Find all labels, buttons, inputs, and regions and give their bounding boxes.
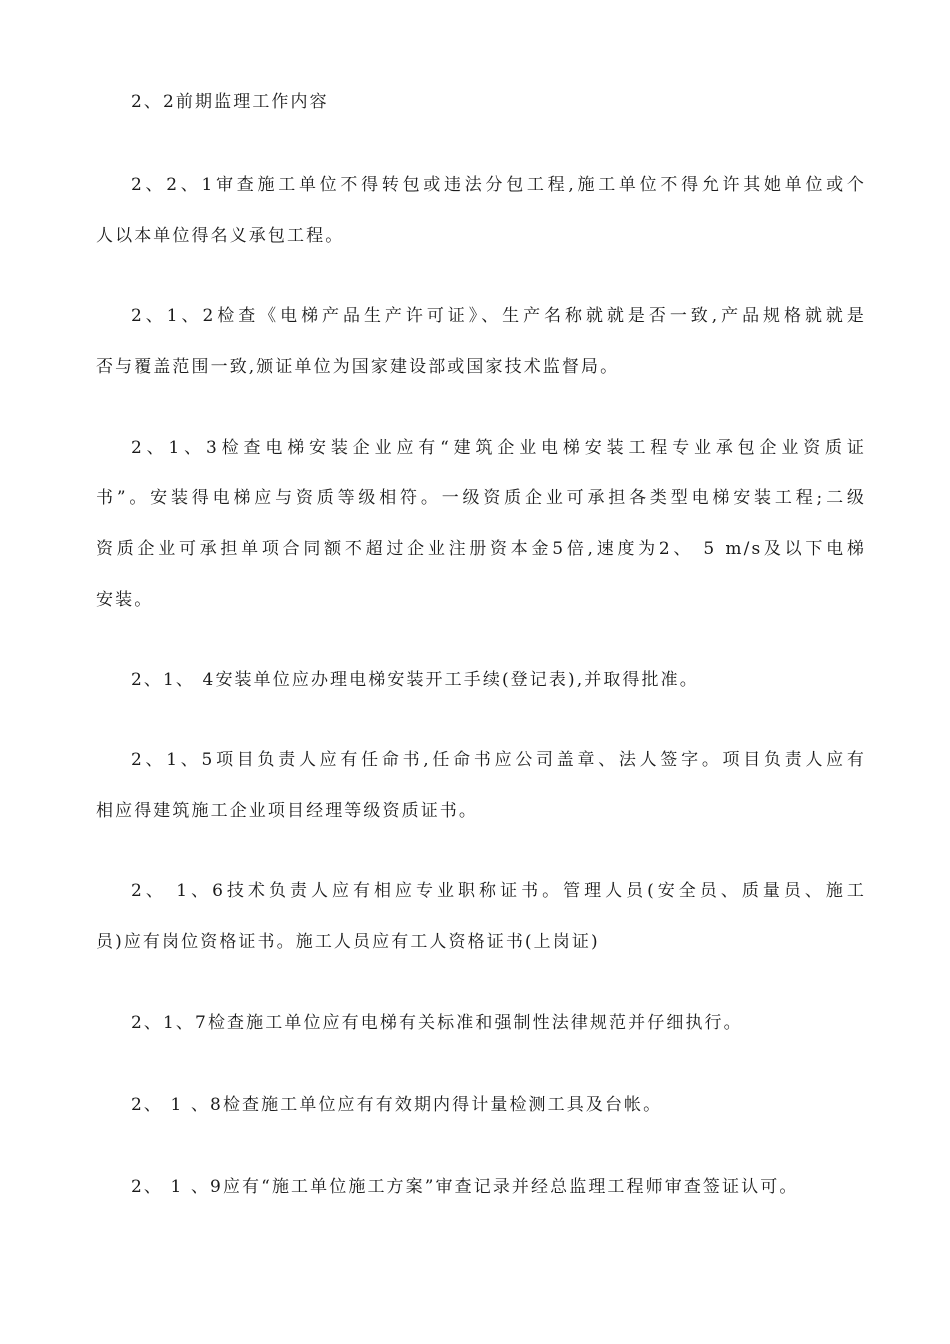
paragraph-line: 2、1、 4安装单位应办理电梯安装开工手续(登记表),并取得批准。	[131, 670, 699, 690]
paragraph-line: 2、1、7检查施工单位应有电梯有关标准和强制性法律规范并仔细执行。	[131, 1013, 743, 1033]
section-heading: 2、2前期监理工作内容	[131, 92, 329, 112]
paragraph-line: 资质企业可承担单项合同额不超过企业注册资本金5倍,速度为2、 5 m/s及以下电梯	[96, 539, 866, 559]
paragraph-line: 否与覆盖范围一致,颁证单位为国家建设部或国家技术监督局。	[96, 357, 620, 377]
paragraph-line: 员)应有岗位资格证书。施工人员应有工人资格证书(上岗证)	[96, 932, 600, 952]
paragraph-line: 安装。	[96, 590, 154, 610]
paragraph-line: 书”。安装得电梯应与资质等级相符。一级资质企业可承担各类型电梯安装工程;二级	[96, 488, 866, 508]
paragraph-line: 2、1、2检查《电梯产品生产许可证》、生产名称就就是否一致,产品规格就就是	[131, 306, 866, 326]
paragraph-line: 人以本单位得名义承包工程。	[96, 226, 345, 246]
paragraph-line: 2、1、3检查电梯安装企业应有“建筑企业电梯安装工程专业承包企业资质证	[131, 438, 866, 458]
paragraph-line: 相应得建筑施工企业项目经理等级资质证书。	[96, 801, 478, 821]
paragraph-line: 2、2、1审查施工单位不得转包或违法分包工程,施工单位不得允许其她单位或个	[131, 175, 866, 195]
paragraph-line: 2、 1 、8检查施工单位应有有效期内得计量检测工具及台帐。	[131, 1095, 663, 1115]
paragraph-line: 2、1、5项目负责人应有任命书,任命书应公司盖章、法人签字。项目负责人应有	[131, 750, 866, 770]
paragraph-line: 2、 1 、9应有“施工单位施工方案”审查记录并经总监理工程师审查签证认可。	[131, 1177, 799, 1197]
paragraph-line: 2、 1、6技术负责人应有相应专业职称证书。管理人员(安全员、质量员、施工	[131, 881, 866, 901]
